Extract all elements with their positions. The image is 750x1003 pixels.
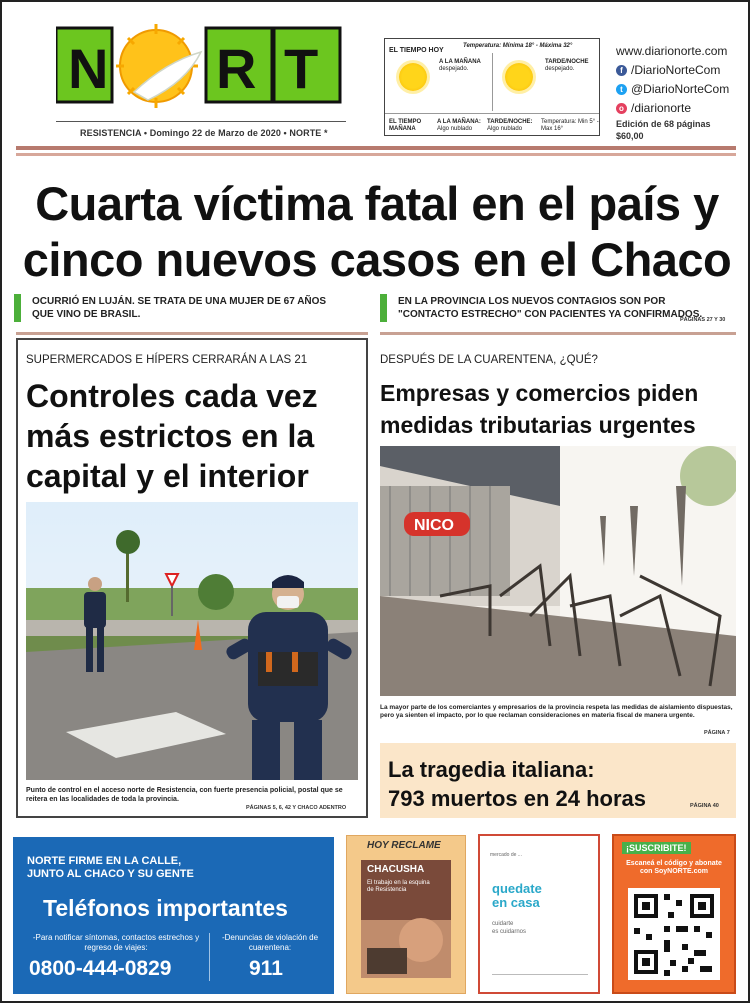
weather-temp-today: Temperatura: Mínima 18° - Máxima 32° — [463, 43, 573, 49]
magazine-cover-image — [361, 860, 451, 978]
ad-phones-header-1: NORTE FIRME EN LA CALLE, — [27, 855, 182, 867]
facebook-icon: f — [616, 65, 627, 76]
story-left-kicker: SUPERMERCADOS E HÍPERS CERRARÁN A LAS 21 — [26, 354, 308, 366]
ad-phones-divider — [209, 933, 210, 981]
story-right-title[interactable] — [380, 377, 698, 441]
ad-quedate-title-1: quedate — [492, 881, 542, 896]
svg-text:R: R — [216, 37, 257, 100]
story-right-title-1: Empresas y comercios piden — [380, 380, 699, 406]
subhead-marker — [14, 294, 21, 322]
twitter-text: @DiarioNorteCom — [631, 82, 730, 96]
facebook-link[interactable] — [616, 61, 729, 80]
weather-divider — [492, 53, 493, 111]
ad-hoy-brand: CHACUSHA — [367, 864, 425, 875]
edition-price: $60,00 — [616, 131, 644, 141]
story-left-title[interactable] — [26, 376, 318, 496]
twitter-icon: t — [616, 84, 627, 95]
subhead-left: OCURRIÓ EN LUJÁN. SE TRATA DE UNA MUJER DE 67 AÑOS QUE VINO DE BRASIL. — [32, 296, 327, 320]
ad-quedate-sub-2: es cuidarnos — [492, 929, 527, 935]
story-right-title-2: medidas tributarias urgentes — [380, 412, 696, 438]
social-links — [616, 42, 729, 118]
italia-title-1: La tragedia italiana: — [388, 757, 595, 782]
ad-hoy-note: El trabajo en la esquina de Resistencia — [367, 880, 430, 893]
twitter-link[interactable] — [616, 80, 729, 99]
story-right-caption: La mayor parte de los comerciantes y empresarios de la provincia respeta las medidas de aislamiento dispuestas, pero ya sienten el impacto, por lo que reclaman consideraciones en materia fiscal de manera urgente. — [380, 704, 733, 719]
masthead-rule — [56, 121, 346, 122]
svg-text:N: N — [68, 37, 109, 100]
weather-tomorrow-morning-value: Algo nublado — [437, 126, 473, 132]
story-right-kicker: DESPUÉS DE LA CUARENTENA, ¿QUÉ? — [380, 354, 598, 366]
weather-tomorrow-title: EL TIEMPO MAÑANA — [389, 119, 422, 132]
story-left-pages: PÁGINAS 5, 6, 42 Y CHACO ADENTRO — [246, 805, 347, 811]
ad-phones-title: Teléfonos importantes — [43, 895, 288, 921]
weather-tomorrow-afternoon-label: TARDE/NOCHE: — [487, 119, 533, 125]
subhead-marker — [380, 294, 387, 322]
ad-quedate-sub — [492, 920, 526, 936]
weather-tomorrow-afternoon-value: Algo nublado — [487, 126, 523, 132]
story-left-title-3: capital y el interior — [26, 458, 309, 494]
ad-hoy-label: HOY RECLAME — [367, 840, 441, 851]
ad-phones-header-2: JUNTO AL CHACO Y SU GENTE — [27, 868, 194, 880]
italia-pages: PÁGINA 40 — [690, 803, 719, 809]
instagram-text: /diarionorte — [631, 101, 692, 115]
weather-afternoon-label: TARDE/NOCHE — [545, 59, 589, 65]
ad-quedate-sub-1: cuidarte — [492, 921, 514, 927]
ad-quedate-en-casa[interactable] — [478, 834, 600, 994]
ad-qr-text: Escaneá el código y abonate con SoyNORTE.com — [626, 860, 722, 875]
italia-title-2: 793 muertos en 24 horas — [388, 786, 647, 811]
story-left-caption: Punto de control en el acceso norte de Resistencia, con fuerte presencia policial, postal que se reitera en las localidades de toda la provincia. — [26, 787, 343, 803]
edition-pages: Edición de 68 páginas — [616, 119, 711, 129]
instagram-link[interactable] — [616, 99, 729, 118]
italia-title — [388, 755, 646, 813]
ad-qr-label: ¡SUSCRIBITE! — [622, 842, 691, 854]
story-right-pages: PÁGINA 7 — [704, 730, 730, 736]
ad-phones-right-note: -Denuncias de violación de cuarentena: — [221, 933, 319, 952]
ad-hoy-reclame[interactable] — [346, 835, 466, 994]
masthead-bottom-bar — [16, 146, 736, 156]
section-divider — [16, 332, 368, 335]
ad-phones-left-note: -Para notificar síntomas, contactos estrechos y regreso de viajes: — [32, 933, 200, 952]
ad-phones-header — [27, 855, 194, 881]
nico-sign: NICO — [414, 517, 454, 534]
edition-info — [616, 118, 711, 142]
qr-code-icon[interactable] — [628, 888, 720, 980]
weather-title: EL TIEMPO HOY — [389, 47, 444, 54]
dateline: RESISTENCIA • Domingo 22 de Marzo de 2020 • NORTE * — [80, 128, 328, 138]
story-left-title-2: más estrictos en la — [26, 418, 315, 454]
police-checkpoint-photo[interactable] — [26, 502, 358, 780]
section-divider — [380, 332, 736, 335]
website-text: www.diarionorte.com — [616, 44, 728, 58]
weather-box — [384, 38, 600, 136]
story-italia[interactable] — [380, 743, 736, 818]
weather-hrule — [385, 113, 599, 114]
ad-quedate-title-2: en casa — [492, 895, 540, 910]
weather-tomorrow-morning-label: A LA MAÑANA: — [437, 119, 481, 125]
ad-phones-left-number[interactable]: 0800-444-0829 — [29, 957, 172, 980]
story-left-title-1: Controles cada vez — [26, 378, 318, 414]
sun-icon — [399, 63, 427, 91]
weather-morning-label: A LA MAÑANA — [439, 59, 481, 65]
norte-logo — [56, 22, 342, 108]
subhead-pages: PÁGINAS 27 Y 30 — [680, 317, 726, 323]
empty-restaurant-photo[interactable] — [380, 446, 736, 696]
weather-tomorrow-temp: Temperatura: Min 5° - Max 16° — [541, 119, 599, 132]
website-link[interactable] — [616, 42, 729, 61]
ad-quedate-top: mercado de ... — [490, 852, 522, 858]
sun-icon — [505, 63, 533, 91]
weather-afternoon-value: despejado. — [545, 66, 575, 72]
facebook-text: /DiarioNorteCom — [631, 63, 721, 77]
main-headline[interactable] — [2, 176, 750, 288]
ad-suscribite[interactable] — [612, 834, 736, 994]
instagram-icon: o — [616, 103, 627, 114]
ad-important-phones[interactable] — [13, 837, 334, 994]
subhead-right: EN LA PROVINCIA LOS NUEVOS CONTAGIOS SON POR "CONTACTO ESTRECHO" CON PACIENTES YA CONFIRMADOS. — [398, 296, 703, 320]
svg-text:T: T — [284, 37, 319, 100]
ad-quedate-rule — [492, 974, 588, 975]
headline-line-2: cinco nuevos casos en el Chaco — [22, 233, 732, 286]
ad-phones-right-number[interactable]: 911 — [249, 957, 283, 980]
ad-quedate-title — [492, 882, 542, 910]
weather-morning-value: despejado. — [439, 66, 469, 72]
headline-line-1: Cuarta víctima fatal en el país y — [35, 177, 719, 230]
